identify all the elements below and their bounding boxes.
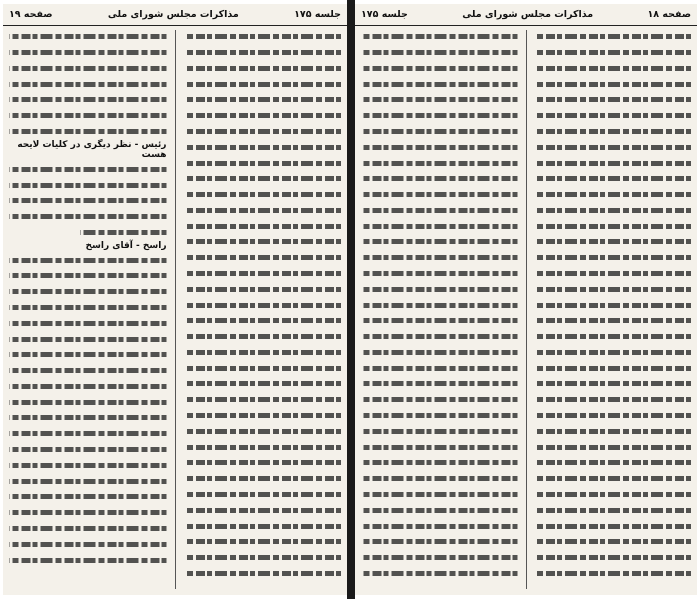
text-line [535,46,692,60]
header-title: مذاکرات مجلس شورای ملی [462,9,594,20]
text-line [184,172,342,186]
text-line [535,30,692,44]
text-column-right [184,30,342,589]
text-line [361,219,518,233]
text-line [9,348,167,362]
book-gutter [347,0,355,599]
left-page-header [3,4,347,26]
text-line [9,77,167,91]
text-line [9,411,167,425]
text-line [361,314,518,328]
text-line [535,535,692,549]
text-line [9,30,167,44]
text-line [184,551,342,565]
text-line [184,535,342,549]
text-line [361,551,518,565]
text-line [184,456,342,470]
text-line [361,109,518,123]
text-line [361,409,518,423]
text-line [361,298,518,312]
text-line [184,314,342,328]
session-label: جلسه ۱۷۵ [294,9,341,20]
text-line [361,535,518,549]
text-line [9,162,167,176]
text-line [361,140,518,154]
text-line [184,140,342,154]
text-column-right [535,30,692,589]
text-line [361,93,518,107]
text-line [535,283,692,297]
text-line [184,109,342,123]
text-line [184,30,342,44]
text-line [184,267,342,281]
text-line [361,30,518,44]
text-line [361,346,518,360]
text-line [9,522,167,536]
text-line [184,472,342,486]
text-line [9,285,167,299]
text-line [9,427,167,441]
text-column-left [361,30,518,589]
text-line [535,93,692,107]
text-line [184,425,342,439]
text-line [535,361,692,375]
text-line [361,425,518,439]
text-line [535,298,692,312]
text-line [9,253,167,267]
text-line [361,472,518,486]
text-line [361,156,518,170]
text-line [535,456,692,470]
text-line [184,46,342,60]
text-line [535,472,692,486]
column-divider [175,30,176,589]
text-line [184,409,342,423]
text-line [361,361,518,375]
text-line [9,46,167,60]
text-line [535,425,692,439]
text-line [361,125,518,139]
text-line [184,219,342,233]
text-line [9,93,167,107]
text-line [184,393,342,407]
text-line [9,317,167,331]
text-line [535,219,692,233]
text-line [535,125,692,139]
text-line [535,551,692,565]
right-page-body [361,30,691,589]
text-line [184,567,342,581]
text-line [535,503,692,517]
text-line [535,204,692,218]
session-label: جلسه ۱۷۵ [361,9,408,20]
text-line [184,519,342,533]
text-line [535,267,692,281]
text-line [184,503,342,517]
text-line [535,488,692,502]
text-line [9,395,167,409]
speaker-heading: رئیس - نظر دیگری در کلیات لایحه هست [17,140,167,161]
text-line [184,361,342,375]
text-line [361,567,518,581]
text-line [184,125,342,139]
left-page [3,4,347,595]
text-line [361,46,518,60]
text-line [9,178,167,192]
text-line [361,393,518,407]
text-line [535,409,692,423]
text-line [9,62,167,76]
text-line [9,474,167,488]
text-line [535,62,692,76]
text-line [535,235,692,249]
text-line [361,267,518,281]
text-line [361,377,518,391]
text-line [80,226,167,240]
text-line [361,456,518,470]
text-line [9,459,167,473]
page-number: صفحه ۱۹ [9,9,53,20]
text-line [184,204,342,218]
text-line [184,330,342,344]
text-line [361,188,518,202]
text-line [9,506,167,520]
text-line [9,210,167,224]
right-page-header [355,4,697,26]
text-line [184,77,342,91]
text-line [361,77,518,91]
text-line [9,537,167,551]
text-line [361,283,518,297]
text-line [361,440,518,454]
text-column-left [9,30,167,589]
text-line [184,188,342,202]
text-line [535,188,692,202]
speaker-heading: راسخ - آقای راسخ [85,241,167,252]
text-line [361,330,518,344]
text-line [361,62,518,76]
text-line [361,251,518,265]
text-line [184,156,342,170]
text-line [184,283,342,297]
text-line [535,156,692,170]
text-line [9,301,167,315]
text-line [535,519,692,533]
text-line [9,364,167,378]
text-line [9,194,167,208]
text-line [535,330,692,344]
text-line [361,503,518,517]
left-page-body [9,30,341,589]
text-line [535,77,692,91]
text-line [9,443,167,457]
text-line [535,346,692,360]
text-line [535,393,692,407]
text-line [9,109,167,123]
text-line [184,377,342,391]
text-line [184,251,342,265]
text-line [9,553,167,567]
text-line [535,172,692,186]
text-line [184,298,342,312]
text-line [361,519,518,533]
text-line [9,269,167,283]
text-line [9,490,167,504]
text-line [535,109,692,123]
text-line [9,380,167,394]
header-title: مذاکرات مجلس شورای ملی [107,9,239,20]
text-line [361,204,518,218]
text-line [361,235,518,249]
text-line [184,62,342,76]
page-number: صفحه ۱۸ [647,9,691,20]
text-line [535,440,692,454]
text-line [184,93,342,107]
text-line [535,567,692,581]
text-line [535,251,692,265]
text-line [361,172,518,186]
text-line [184,346,342,360]
right-page [355,4,697,595]
text-line [9,332,167,346]
text-line [184,235,342,249]
text-line [184,488,342,502]
text-line [184,440,342,454]
text-line [361,488,518,502]
text-line [535,377,692,391]
text-line [9,125,167,139]
column-divider [526,30,527,589]
text-line [535,314,692,328]
text-line [535,140,692,154]
